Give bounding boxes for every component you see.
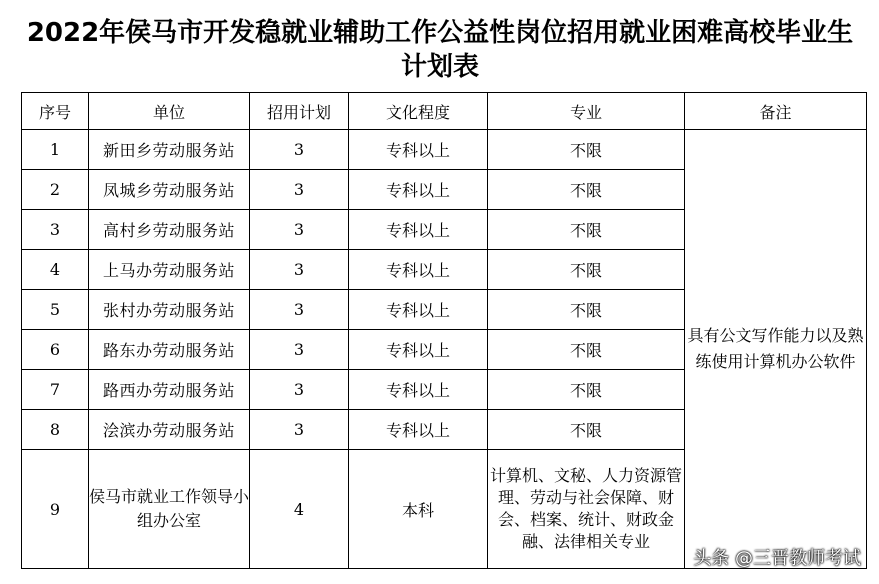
header-unit: 单位 [89,93,250,130]
cell-education: 专科以上 [349,130,488,170]
cell-major: 不限 [488,210,685,250]
cell-unit: 侯马市就业工作领导小组办公室 [89,450,250,569]
cell-education: 专科以上 [349,370,488,410]
cell-plan: 3 [250,410,349,450]
cell-no: 2 [22,170,89,210]
cell-unit: 路东办劳动服务站 [89,330,250,370]
cell-plan: 3 [250,290,349,330]
cell-no: 8 [22,410,89,450]
cell-major: 不限 [488,250,685,290]
cell-major: 不限 [488,170,685,210]
cell-plan: 3 [250,250,349,290]
cell-unit: 凤城乡劳动服务站 [89,170,250,210]
cell-plan: 4 [250,450,349,569]
cell-unit: 新田乡劳动服务站 [89,130,250,170]
table-header-row [22,93,867,130]
cell-education: 专科以上 [349,290,488,330]
cell-unit: 张村办劳动服务站 [89,290,250,330]
cell-no: 9 [22,450,89,569]
cell-no: 3 [22,210,89,250]
cell-major: 不限 [488,330,685,370]
cell-major: 不限 [488,410,685,450]
cell-major: 不限 [488,130,685,170]
cell-education: 专科以上 [349,250,488,290]
header-notes: 备注 [685,93,867,130]
cell-plan: 3 [250,330,349,370]
header-no: 序号 [22,93,89,130]
cell-no: 4 [22,250,89,290]
cell-education: 本科 [349,450,488,569]
cell-major: 计算机、文秘、人力资源管理、劳动与社会保障、财会、档案、统计、财政金融、法律相关专业 [488,450,685,569]
cell-notes: 具有公文写作能力以及熟练使用计算机办公软件 [685,130,867,569]
cell-plan: 3 [250,210,349,250]
cell-no: 1 [22,130,89,170]
cell-major: 不限 [488,370,685,410]
header-plan: 招用计划 [250,93,349,130]
watermark: 头条 @三晋教师考试 [693,548,861,569]
header-major: 专业 [488,93,685,130]
cell-no: 7 [22,370,89,410]
cell-education: 专科以上 [349,410,488,450]
cell-plan: 3 [250,370,349,410]
cell-no: 5 [22,290,89,330]
cell-education: 专科以上 [349,170,488,210]
cell-unit: 上马办劳动服务站 [89,250,250,290]
header-education: 文化程度 [349,93,488,130]
cell-no: 6 [22,330,89,370]
cell-unit: 浍滨办劳动服务站 [89,410,250,450]
cell-plan: 3 [250,170,349,210]
cell-education: 专科以上 [349,330,488,370]
recruitment-plan-table [21,92,867,569]
cell-plan: 3 [250,130,349,170]
cell-unit: 路西办劳动服务站 [89,370,250,410]
cell-education: 专科以上 [349,210,488,250]
cell-major: 不限 [488,290,685,330]
page-title: 2022年侯马市开发稳就业辅助工作公益性岗位招用就业困难高校毕业生计划表 [26,18,854,82]
table-row [22,130,867,170]
cell-unit: 高村乡劳动服务站 [89,210,250,250]
